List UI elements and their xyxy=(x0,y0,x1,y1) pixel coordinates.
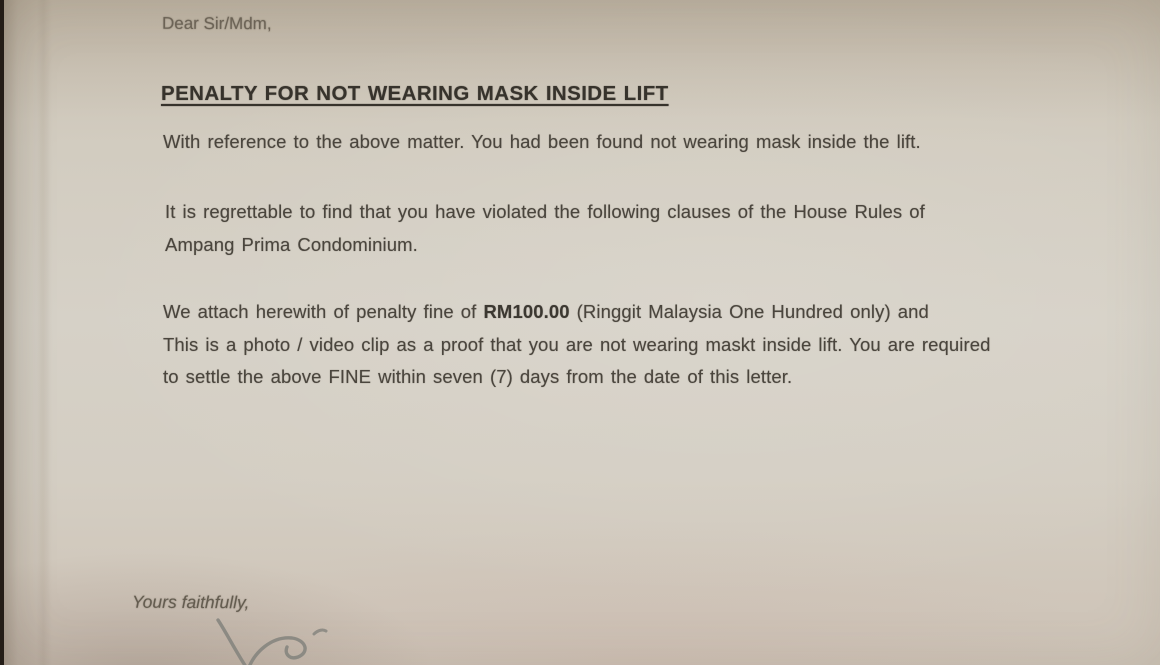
penalty-text-post: (Ringgit Malaysia One Hundred only) and xyxy=(569,301,929,322)
paragraph-violation-line1: It is regrettable to find that you have violated the following clauses of the House Rules of xyxy=(165,201,925,222)
paragraph-penalty-line2: This is a photo / video clip as a proof that you are not wearing maskt inside lift. You are required xyxy=(163,333,991,355)
salutation: Dear Sir/Mdm, xyxy=(161,13,272,34)
closing-valediction: Yours faithfully, xyxy=(131,591,250,613)
paragraph-penalty-line1 xyxy=(163,296,991,329)
paragraph-reference: With reference to the above matter. You had been found not wearing mask inside the lift. xyxy=(163,131,921,152)
penalty-text-pre: We attach herewith of penalty fine of xyxy=(163,301,484,322)
paragraph-penalty xyxy=(163,296,991,394)
paragraph-violation xyxy=(165,196,925,261)
penalty-amount: RM100.00 xyxy=(483,301,570,322)
letter-heading: PENALTY FOR NOT WEARING MASK INSIDE LIFT xyxy=(161,82,669,105)
paragraph-penalty-line3: to settle the above FINE within seven (7) days from the date of this letter. xyxy=(163,366,793,387)
letter-paper xyxy=(4,0,1160,665)
paragraph-violation-line2: Ampang Prima Condominium. xyxy=(165,233,418,255)
signature-stroke xyxy=(196,612,356,665)
